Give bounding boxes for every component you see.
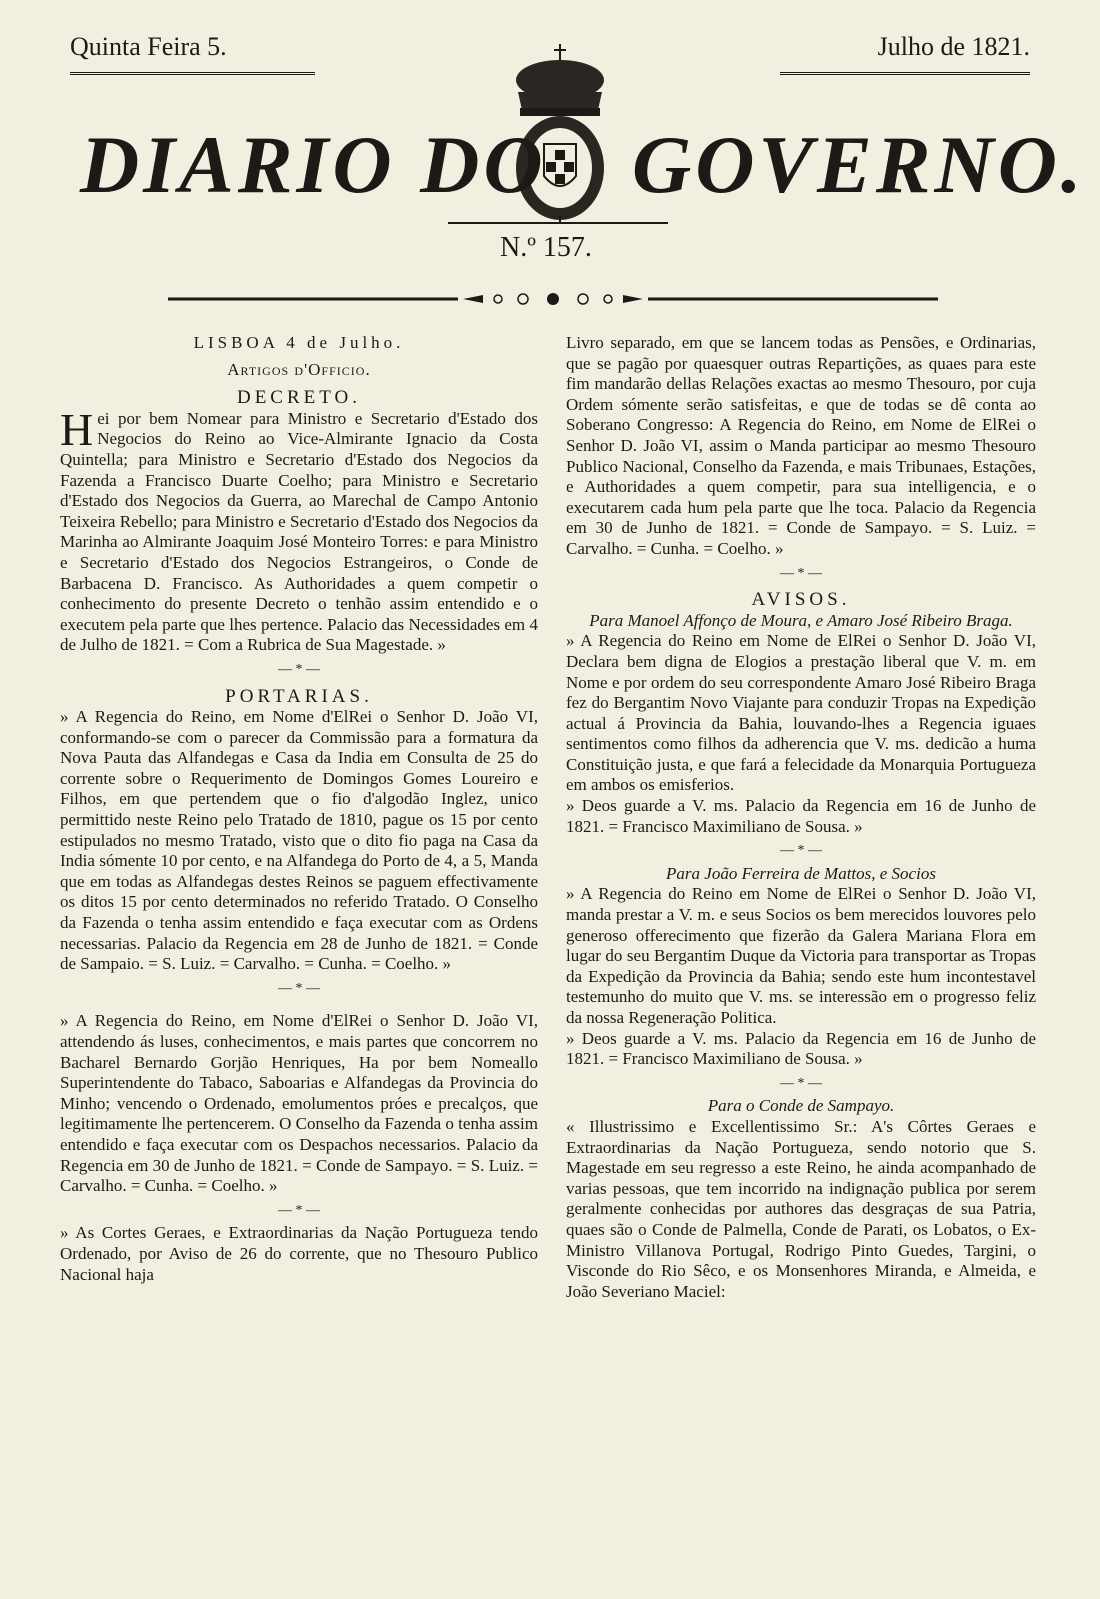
aviso-1-body: » A Regencia do Reino em Nome de ElRei o Senhor D. João VI, Declara bem digna de Elogios a prestação liberal que V. m. em Nome e por ordem do seu correspondente Amaro José Ribeiro Braga fez do Bergantim Novo Viajante para conduzir Tropas na Expedição actual á Provincia da Bahia, louvando-lhes a Regencia iguaes sentimentos como filhos da adherencia que V. ms. dedicão a huma Constituição justa, e que fará a felecidade da Monarquia Portugueza em ambos os emisferios.: [566, 631, 1036, 795]
issue-number: N.º 157.: [500, 232, 592, 263]
aviso-1-closing: » Deos guarde a V. ms. Palacio da Regencia em 16 de Junho de 1821. = Francisco Maximiliano de Sousa. »: [566, 796, 1036, 836]
column-right: [566, 333, 1036, 1302]
aviso-2-closing: » Deos guarde a V. ms. Palacio da Regencia em 16 de Junho de 1821. = Francisco Maximiliano de Sousa. »: [566, 1028, 1036, 1069]
separator: — * —: [780, 843, 822, 859]
decreto-text: ei por bem Nomear para Ministro e Secretario d'Estado dos Negocios do Reino ao Vice-Almirante Ignacio da Costa Quintella; para Ministro e Secretario d'Estado dos Negocios da Fazenda a Francisco Duarte Coelho; para Ministro e Secretario d'Estado dos Negocios da Guerra, ao Marechal de Campo Antonio Teixeira Rebello; para Ministro e Secretario d'Estado dos Negocios da Marinha ao Almirante Joaquim José Monteiro Torres: e para Ministro e Secretario d'Estado dos Negocios Estrangeiros, o Conde de Barbacena D. Francisco. As Authoridades a quem competir o conhecimento do presente Decreto o tenhão assim entendido e o executem pela parte que lhes pertence. Palacio das Necessidades em 4 de Julho de 1821. = Com a Rubrica de Sua Magestade. »: [60, 408, 538, 655]
portaria-3: » As Cortes Geraes, e Extraordinarias da Nação Portugueza tendo Ordenado, por Aviso de 26 do corrente, que no Thesouro Publico Nacional haja: [60, 1223, 538, 1284]
dateline: LISBOA 4 de Julho.: [193, 333, 405, 352]
title-left: DIARIO DO: [80, 119, 547, 210]
section-heading: Artigos d'Officio.: [227, 359, 371, 379]
masthead-title: [80, 118, 1086, 210]
separator: — * —: [780, 1075, 822, 1091]
separator: — * —: [278, 1202, 320, 1218]
separator: — * —: [780, 565, 822, 581]
aviso-1-addressee: Para Manoel Affonço de Moura, e Amaro José Ribeiro Braga.: [589, 610, 1013, 630]
double-rule-right: [780, 72, 1030, 75]
double-rule-left: [70, 72, 315, 75]
decreto-body: [60, 403, 538, 656]
issue-day: Quinta Feira 5.: [70, 32, 227, 61]
issue-rule: [448, 222, 668, 224]
continuation-text: Livro separado, em que se lancem todas as Pensões, e Ordinarias, que se pagão por quaesquer outras Repartições, as quaes para este fim mandarão dellas Relações exactas ao mesmo Thesouro, por cuja Ordem sómente serão satisfeitas, e que de todas se dê conta ao Soberano Congresso: A Regencia do Reino, em Nome de ElRei o Senhor D. João VI, assim o Manda participar ao mesmo Thesouro Publico Nacional, Conselho da Fazenda, e mais Tribunaes, Estações, e Authoridades a quem competir, para sua intelligencia, e o executarem cada hum pela parte que lhe toca. Palacio da Regencia em 30 de Junho de 1821. = Conde de Sampayo. = S. Luiz. = Carvalho. = Cunha. = Coelho. »: [566, 333, 1036, 558]
aviso-3-addressee: Para o Conde de Sampayo.: [707, 1096, 895, 1116]
title-right: GOVERNO.: [632, 119, 1086, 210]
aviso-2-addressee: Para João Ferreira de Mattos, e Socios: [666, 863, 936, 883]
aviso-3-body: « Illustrissimo e Excellentissimo Sr.: A's Côrtes Geraes e Extraordinarias da Nação Portugueza, sendo notorio que S. Magestade em seu regresso a este Reino, he ainda acompanhado de varias pessoas, que tem incorrido na indignação publica por serem geralmente conhecidas por authores das desgraças de sua Patria, quaes são o Conde de Palmella, Conde de Parati, os Lobatos, o Ex-Ministro Villanova Portugal, Rodrigo Pinto Guedes, Targini, o Visconde do Rio Sêco, e os Monsenhores Miranda, e Almeida, e João Severiano Maciel:: [566, 1116, 1036, 1301]
issue-date: Julho de 1821.: [877, 32, 1030, 61]
portarias-heading: PORTARIAS.: [225, 685, 373, 707]
portaria-2: » A Regencia do Reino, em Nome d'ElRei o Senhor D. João VI, attendendo ás luses, conhecimentos, e mais partes que concorrem no Bacharel Bernardo Gorjão Henriques, Ha por bem Nomeallo Superintendente do Tabaco, Saboarias e Alfandegas da Provincia do Minho; vencendo o Ordenado, emolumentos próes e precalços, que legitimamente lhe pertencerem. O Conselho da Fazenda o tenha assim entendido e faça executar com os Despachos necessarios. Palacio da Regencia em 30 de Junho de 1821. = Conde de Sampayo. = S. Luiz. = Carvalho. = Cunha. = Coelho. »: [60, 1011, 538, 1196]
portaria-1: » A Regencia do Reino, em Nome d'ElRei o Senhor D. João VI, conformando-se com o parecer da Commissão para a formatura da Nova Pauta das Alfandegas e Casa da India em Consulta de 25 do corrente sobre o Requerimento de Domingos Gomes Loureiro e Filhos, em que pertendem que o fio d'algodão Inglez, unico permittido neste Reino pelo Tratado de 1810, pague os 15 por cento estipulados no mesmo Tratado, visto que o dito fio paga na Casa da India sómente 10 por cento, e na Alfandega do Porto de 4, a 5, Manda que em todas as Alfandegas destes Reinos se paguem effectivamente os ditos 15 por cento determinados no referido Tratado. O Conselho da Fazenda o tenha assim entendido e faça executar com as Ordens necessarias. Palacio da Regencia em 28 de Junho de 1821. = Conde de Sampaio. = S. Luiz. = Carvalho. = Cunha. = Coelho. »: [60, 707, 538, 974]
separator: — * —: [278, 980, 320, 996]
column-left: [60, 333, 538, 1285]
drop-cap: H: [60, 403, 94, 455]
separator: — * —: [278, 661, 320, 677]
ornamental-divider-icon: [168, 292, 938, 306]
aviso-2-body: » A Regencia do Reino em Nome de ElRei o Senhor D. João VI, manda prestar a V. m. e seus Socios os bem merecidos louvores pelo generoso offerecimento que fizerão da Galera Mariana Flora em lugar do seu Bergantim Duque da Victoria para transportar as Tropas da Expedição da Provincia da Bahia; sendo este hum incontestavel testemunho do muito que V. ms. se interessão em o progresso feliz da nossa Regeneração Politica.: [566, 884, 1036, 1027]
avisos-heading: AVISOS.: [751, 589, 851, 611]
decreto-heading: DECRETO.: [236, 387, 361, 409]
